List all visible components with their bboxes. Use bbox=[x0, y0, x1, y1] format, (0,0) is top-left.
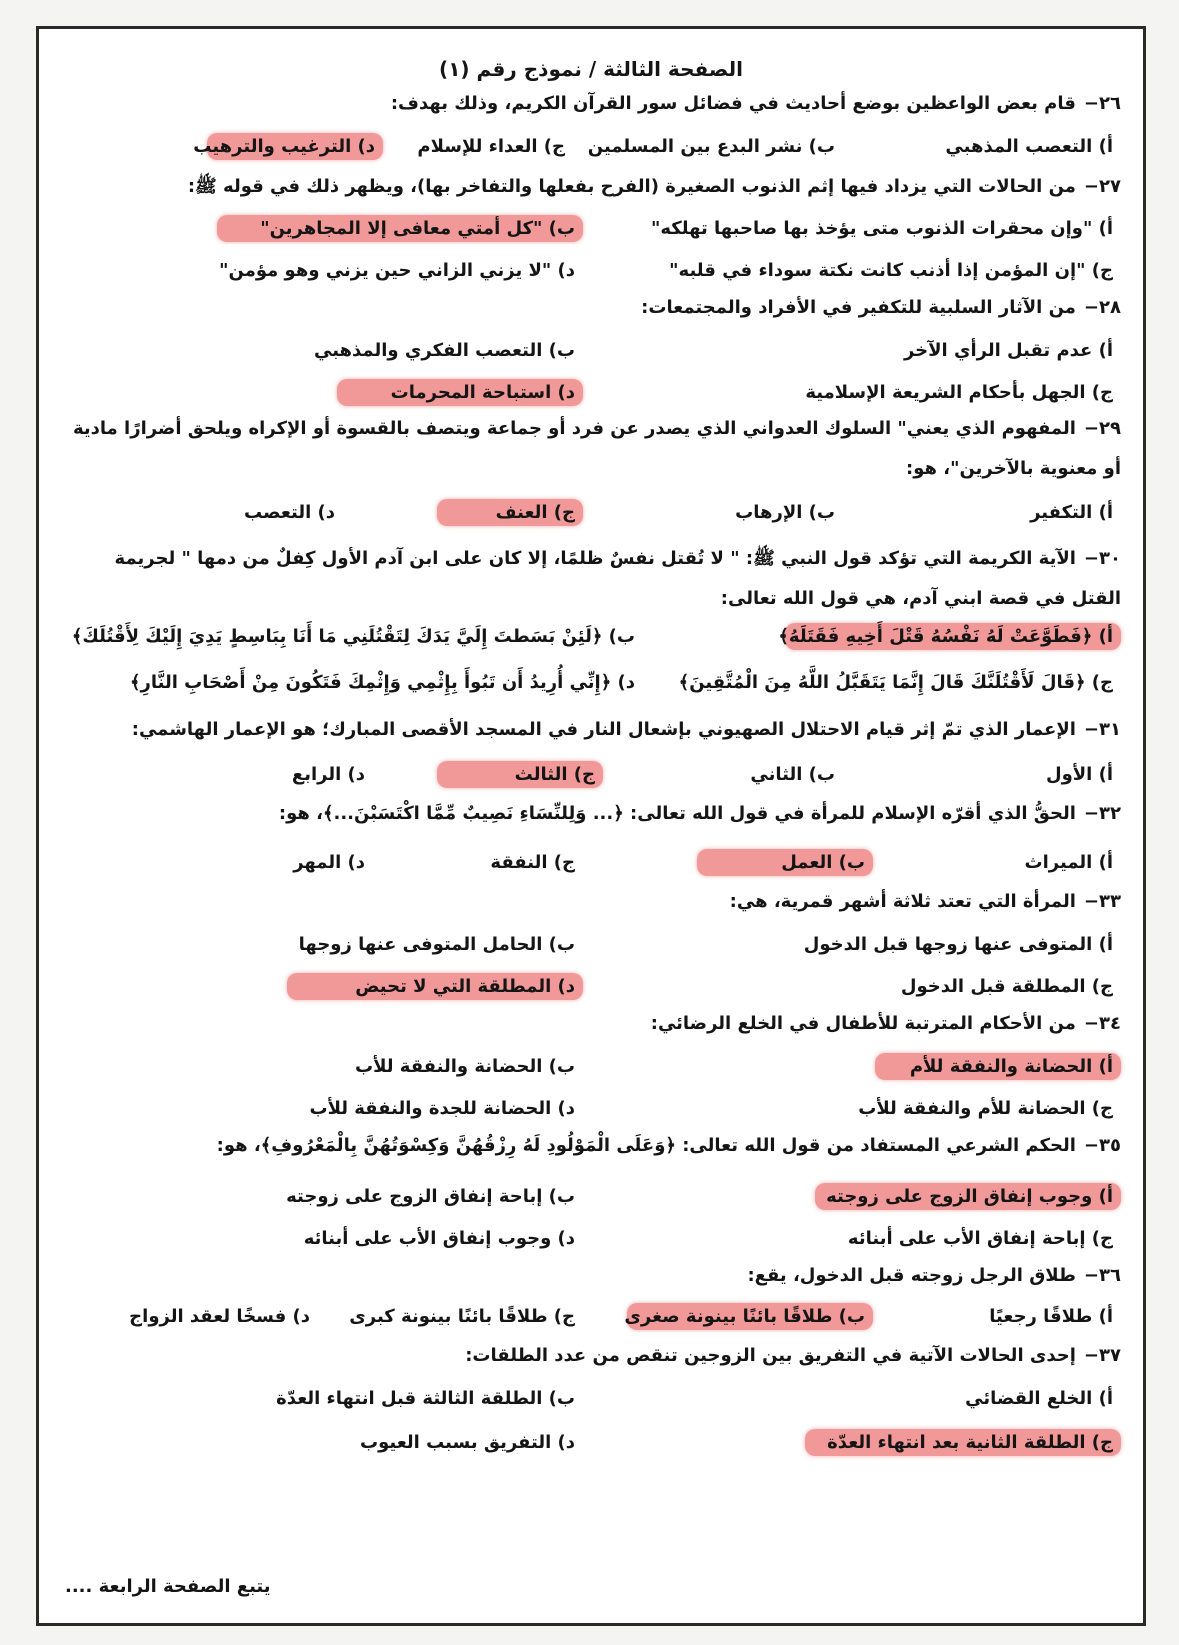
option-c-selected[interactable]: ج) الطلقة الثانية بعد انتهاء العدّة bbox=[805, 1429, 1121, 1456]
option-b[interactable]: ب) التعصب الفكري والمذهبي bbox=[313, 340, 575, 361]
exam-page bbox=[36, 26, 1146, 1626]
question-text: من الأحكام المترتبة للأطفال في الخلع الرضائي: bbox=[650, 1013, 1076, 1034]
option-c[interactable]: ج) ﴿قَالَ لَأَقْتُلَنَّكَ قَالَ إِنَّمَا يَتَقَبَّلُ اللَّهُ مِنَ الْمُتَّقِينَ﴾ bbox=[678, 672, 1113, 693]
question-30 bbox=[61, 539, 1121, 619]
option-b-selected[interactable]: ب) "كل أمتي معافى إلا المجاهرين" bbox=[217, 215, 583, 242]
question-number: ٢٦− bbox=[1083, 93, 1121, 114]
question-text: طلاق الرجل زوجته قبل الدخول، يقع: bbox=[747, 1265, 1076, 1286]
option-b[interactable]: ب) الحضانة والنفقة للأب bbox=[355, 1056, 575, 1077]
option-a[interactable]: أ) "وإن محقرات الذنوب متى يؤخذ بها صاحبها تهلكه" bbox=[651, 218, 1113, 239]
question-33 bbox=[61, 891, 1121, 912]
option-c[interactable]: ج) النفقة bbox=[490, 852, 575, 873]
option-a-selected[interactable]: أ) ﴿فَطَوَّعَتْ لَهُ نَفْسُهُ قَتْلَ أَخِيهِ فَقَتَلَهُ﴾ bbox=[785, 623, 1121, 650]
page-title: الصفحة الثالثة / نموذج رقم (١) bbox=[439, 57, 743, 81]
question-text: الآية الكريمة التي تؤكد قول النبي ﷺ: " لا تُقتل نفسٌ ظلمًا، إلا كان على ابن آدم الأول كِفلٌ من دمها " لجريمة القتل في قصة ابني آدم، هي قول الله تعالى: bbox=[114, 548, 1121, 609]
option-b[interactable]: ب) نشر البدع بين المسلمين bbox=[587, 136, 835, 157]
option-d[interactable]: د) وجوب إنفاق الأب على أبنائه bbox=[303, 1228, 575, 1249]
question-number: ٣٢− bbox=[1083, 803, 1121, 824]
option-c[interactable]: ج) الحضانة للأم والنفقة للأب bbox=[858, 1098, 1113, 1119]
option-d[interactable]: د) الرابع bbox=[291, 764, 365, 785]
question-text: من الحالات التي يزداد فيها إثم الذنوب الصغيرة (الفرح بفعلها والتفاخر بها)، ويظهر ذلك في قوله ﷺ: bbox=[187, 176, 1076, 197]
option-c[interactable]: ج) إباحة إنفاق الأب على أبنائه bbox=[847, 1228, 1113, 1249]
footer-continue-note: يتبع الصفحة الرابعة .... bbox=[65, 1576, 271, 1597]
question-text: الإعمار الذي تمّ إثر قيام الاحتلال الصهيوني بإشعال النار في المسجد الأقصى المبارك؛ هو الإعمار الهاشمي: bbox=[131, 719, 1076, 740]
question-number: ٢٩− bbox=[1083, 418, 1121, 439]
option-d[interactable]: د) التفريق بسبب العيوب bbox=[360, 1432, 575, 1453]
option-d[interactable]: د) ﴿إِنِّي أُرِيدُ أَن تَبُوأَ بِإِثْمِي وَإِثْمِكَ فَتَكُونَ مِنْ أَصْحَابِ النَّارِ﴾ bbox=[129, 672, 635, 693]
option-a[interactable]: أ) الأول bbox=[1045, 764, 1113, 785]
option-c[interactable]: ج) طلاقًا بائنًا بينونة كبرى bbox=[349, 1306, 575, 1327]
question-text: الحقُّ الذي أقرّه الإسلام للمرأة في قول الله تعالى: ﴿... وَلِلنِّسَاءِ نَصِيبٌ مِّمَّا اكْتَسَبْنَ...﴾، هو: bbox=[278, 803, 1076, 824]
option-a-selected[interactable]: أ) وجوب إنفاق الزوج على زوجته bbox=[815, 1183, 1121, 1210]
option-c[interactable]: ج) المطلقة قبل الدخول bbox=[900, 976, 1113, 997]
question-text: المرأة التي تعتد ثلاثة أشهر قمرية، هي: bbox=[729, 891, 1076, 912]
question-28 bbox=[61, 297, 1121, 318]
option-b-selected[interactable]: ب) العمل bbox=[697, 849, 873, 876]
question-36 bbox=[61, 1265, 1121, 1286]
option-d[interactable]: د) فسخًا لعقد الزواج bbox=[129, 1306, 310, 1327]
question-26 bbox=[61, 93, 1121, 114]
option-a[interactable]: أ) التعصب المذهبي bbox=[945, 136, 1113, 157]
option-a[interactable]: أ) طلاقًا رجعيًا bbox=[989, 1306, 1113, 1327]
question-text: المفهوم الذي يعني" السلوك العدواني الذي يصدر عن فرد أو جماعة ويتصف بالقسوة أو الإكراه ويلحق أضرارًا مادية أو معنوية بالآخرين"، هو: bbox=[72, 418, 1121, 479]
option-d-selected[interactable]: د) المطلقة التي لا تحيض bbox=[287, 973, 583, 1000]
question-number: ٣٤− bbox=[1083, 1013, 1121, 1034]
option-b[interactable]: ب) الثاني bbox=[750, 764, 835, 785]
option-b[interactable]: ب) ﴿لَئِنْ بَسَطتَ إِلَيَّ يَدَكَ لِتَقْتُلَنِي مَا أَنَا بِبَاسِطٍ يَدِيَ إِلَيْكَ لِأَقْتُلَكَ﴾ bbox=[71, 626, 635, 647]
option-c[interactable]: ج) الجهل بأحكام الشريعة الإسلامية bbox=[805, 382, 1113, 403]
question-number: ٣٦− bbox=[1083, 1265, 1121, 1286]
question-number: ٣٥− bbox=[1083, 1135, 1121, 1156]
question-31 bbox=[61, 719, 1121, 740]
option-d-selected[interactable]: د) استباحة المحرمات bbox=[337, 379, 583, 406]
question-number: ٢٧− bbox=[1083, 176, 1121, 197]
question-number: ٢٨− bbox=[1083, 297, 1121, 318]
question-32 bbox=[61, 803, 1121, 824]
option-a[interactable]: أ) الميراث bbox=[1024, 852, 1113, 873]
option-b-selected[interactable]: ب) طلاقًا بائنًا بينونة صغرى bbox=[627, 1303, 873, 1330]
option-c-selected[interactable]: ج) الثالث bbox=[437, 761, 603, 788]
option-d[interactable]: د) الحضانة للجدة والنفقة للأب bbox=[309, 1098, 575, 1119]
option-b[interactable]: ب) إباحة إنفاق الزوج على زوجته bbox=[286, 1186, 575, 1207]
option-a[interactable]: أ) عدم تقبل الرأي الآخر bbox=[903, 340, 1113, 361]
question-text: قام بعض الواعظين بوضع أحاديث في فضائل سور القرآن الكريم، وذلك بهدف: bbox=[390, 93, 1076, 114]
option-b[interactable]: ب) الحامل المتوفى عنها زوجها bbox=[298, 934, 575, 955]
option-b[interactable]: ب) الطلقة الثالثة قبل انتهاء العدّة bbox=[276, 1388, 575, 1409]
option-d-selected[interactable]: د) الترغيب والترهيب bbox=[207, 133, 383, 160]
option-c[interactable]: ج) العداء للإسلام bbox=[417, 136, 565, 157]
option-d[interactable]: د) التعصب bbox=[244, 502, 335, 523]
question-number: ٣٣− bbox=[1083, 891, 1121, 912]
option-a[interactable]: أ) المتوفى عنها زوجها قبل الدخول bbox=[803, 934, 1113, 955]
question-34 bbox=[61, 1013, 1121, 1034]
question-37 bbox=[61, 1345, 1121, 1366]
question-29 bbox=[61, 409, 1121, 489]
option-a[interactable]: أ) الخلع القضائي bbox=[965, 1388, 1113, 1409]
option-d[interactable]: د) المهر bbox=[293, 852, 365, 873]
question-number: ٣٠− bbox=[1083, 548, 1121, 569]
question-number: ٣١− bbox=[1083, 719, 1121, 740]
option-c[interactable]: ج) "إن المؤمن إذا أذنب كانت نكتة سوداء في قلبه" bbox=[669, 260, 1113, 281]
option-b[interactable]: ب) الإرهاب bbox=[735, 502, 835, 523]
question-text: من الآثار السلبية للتكفير في الأفراد والمجتمعات: bbox=[641, 297, 1076, 318]
option-c-selected[interactable]: ج) العنف bbox=[437, 499, 583, 526]
question-text: إحدى الحالات الآتية في التفريق بين الزوجين تنقص من عدد الطلقات: bbox=[465, 1345, 1076, 1366]
question-text: الحكم الشرعي المستفاد من قول الله تعالى: ﴿وَعَلَى الْمَوْلُودِ لَهُ رِزْقُهُنَّ وَكِسْوَتُهُنَّ بِالْمَعْرُوفِ﴾، هو: bbox=[216, 1135, 1076, 1156]
question-number: ٣٧− bbox=[1083, 1345, 1121, 1366]
question-27 bbox=[61, 175, 1121, 201]
option-a-selected[interactable]: أ) الحضانة والنفقة للأم bbox=[875, 1053, 1121, 1080]
option-d[interactable]: د) "لا يزني الزاني حين يزني وهو مؤمن" bbox=[219, 260, 575, 281]
option-a[interactable]: أ) التكفير bbox=[1030, 502, 1113, 523]
question-35 bbox=[61, 1135, 1121, 1156]
